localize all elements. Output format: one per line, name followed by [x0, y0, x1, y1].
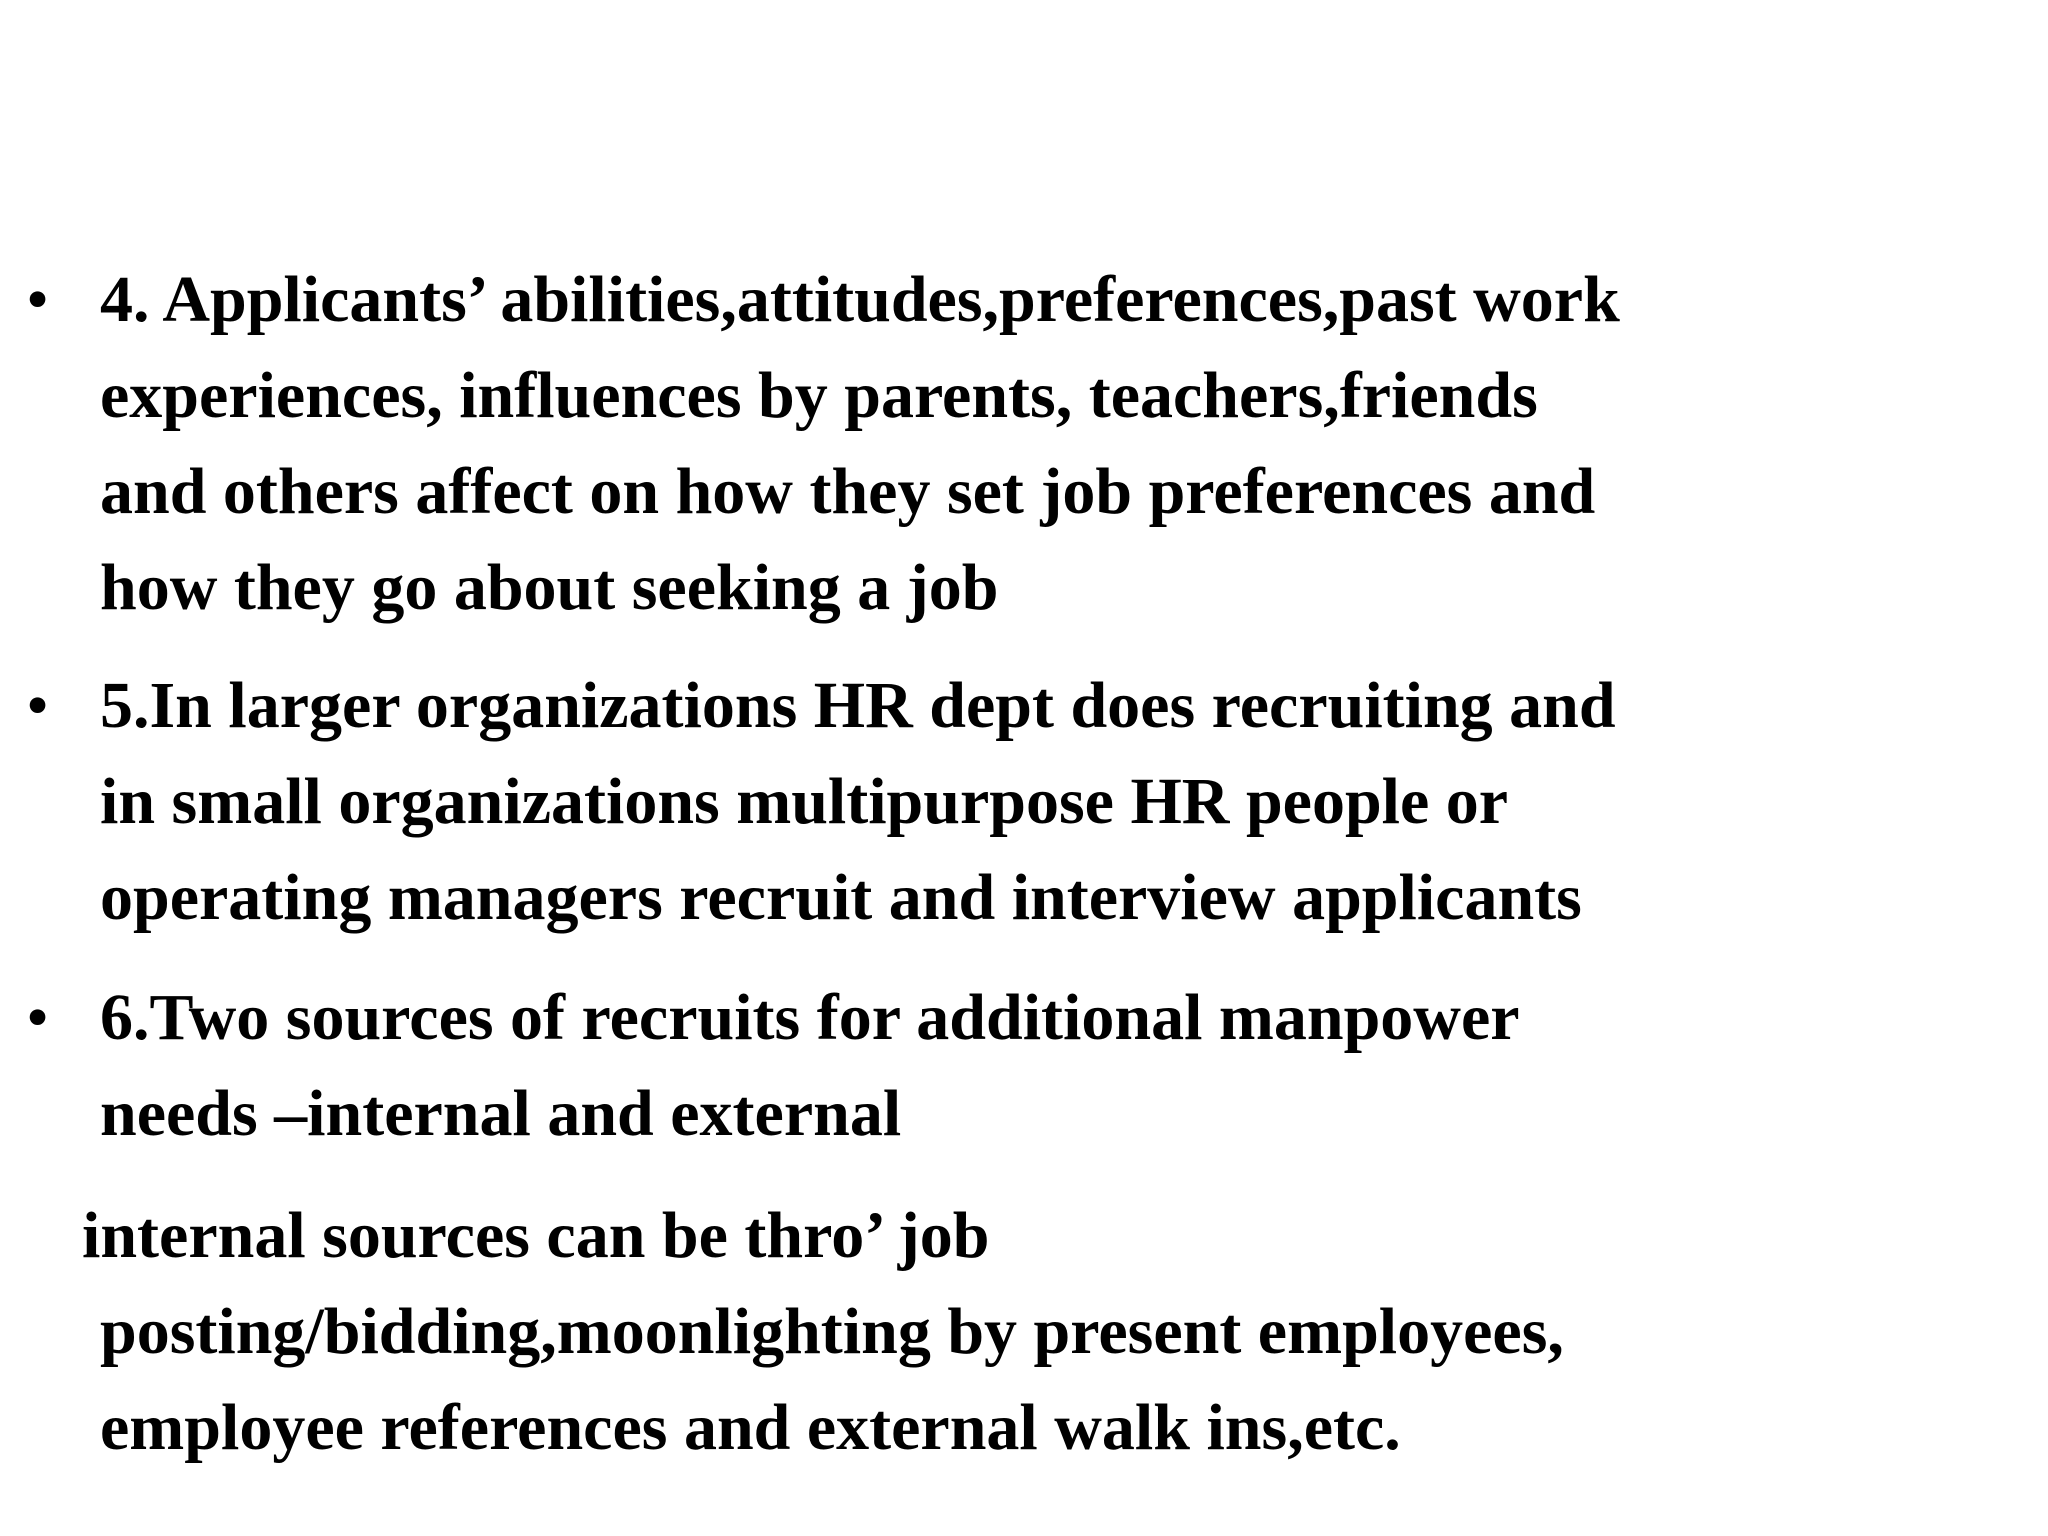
bullet-text-line: how they go about seeking a job — [100, 551, 999, 624]
paragraph-text-line: posting/bidding,moonlighting by present employees, — [100, 1295, 1564, 1368]
bullet-text-line: needs –internal and external — [100, 1077, 902, 1150]
bullet-text-line: in small organizations multipurpose HR people or — [100, 765, 1509, 838]
bullet-text-line: 6.Two sources of recruits for additional manpower — [100, 981, 1520, 1054]
bullet-text-line: 4. Applicants’ abilities,attitudes,preferences,past work — [100, 263, 1620, 336]
bullet-marker: • — [26, 669, 50, 742]
bullet-marker: • — [26, 263, 50, 336]
paragraph-text-line: employee references and external walk ins,etc. — [100, 1391, 1401, 1464]
bullet-text-line: experiences, influences by parents, teachers,friends — [100, 359, 1538, 432]
bullet-text-line: operating managers recruit and interview applicants — [100, 861, 1582, 934]
paragraph-text-line: internal sources can be thro’ job — [82, 1199, 990, 1272]
bullet-marker: • — [26, 981, 50, 1054]
bullet-text-line: and others affect on how they set job preferences and — [100, 455, 1596, 528]
bullet-text-line: 5.In larger organizations HR dept does recruiting and — [100, 669, 1616, 742]
